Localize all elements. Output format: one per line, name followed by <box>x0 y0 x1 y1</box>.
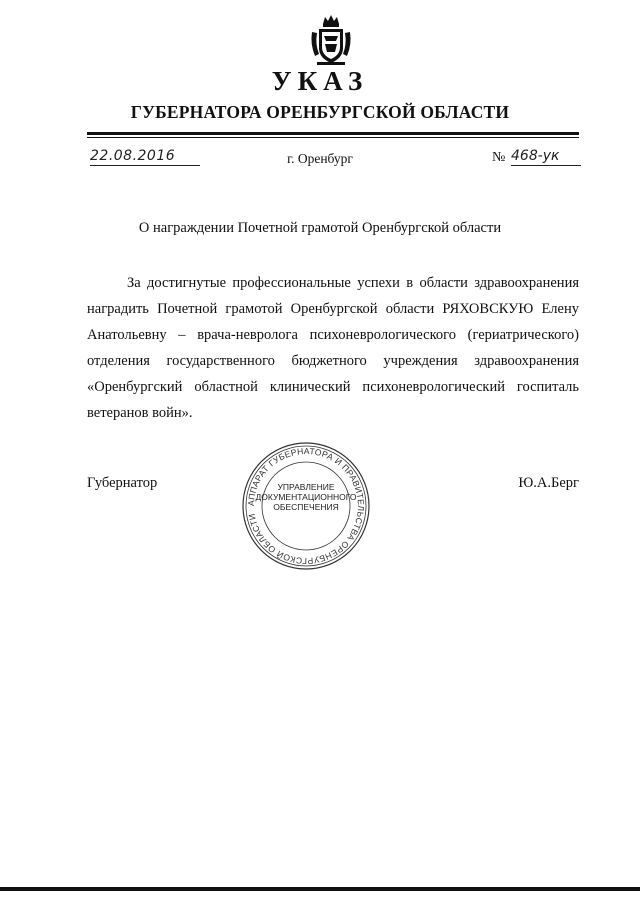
stamp-center-line: УПРАВЛЕНИЕ <box>277 482 335 492</box>
stamp-center-line: ДОКУМЕНТАЦИОННОГО <box>255 492 357 502</box>
issuer-subtitle: ГУБЕРНАТОРА ОРЕНБУРГСКОЙ ОБЛАСТИ <box>130 102 510 122</box>
signatory-title: Губернатор <box>87 475 158 491</box>
stamp-ring-text: АППАРАТ ГУБЕРНАТОРА И ПРАВИТЕЛЬСТВА ОРЕНБУРГСКОЙ ОБЛАСТИ <box>245 445 367 567</box>
document-date: 22.08.2016 <box>90 148 200 166</box>
document-number: 468-ук <box>511 148 581 166</box>
document-heading: О награждении Почетной грамотой Оренбургской области <box>138 220 502 236</box>
document-type-title: УКАЗ <box>271 66 369 96</box>
number-sign: № <box>492 150 506 165</box>
stamp-center-line: ОБЕСПЕЧЕНИЯ <box>273 502 339 512</box>
coat-of-arms-emblem <box>309 14 353 66</box>
document-city: г. Оренбург <box>287 151 353 166</box>
header-divider-thin <box>87 137 579 138</box>
header-divider-thick <box>87 132 579 135</box>
document-body: За достигнутые профессиональные успехи в области здравоохранения наградить Почетной грамотой Оренбургской области РЯХОВСКУЮ Елену Анатольевну – врача-невролога психоневрологического (гериатрического) отделения государственного бюджетного учреждения здравоохранения «Оренбургский областной клинический психоневрологический госпиталь ветеранов войн». <box>87 275 579 421</box>
bottom-scan-edge <box>0 887 640 891</box>
signatory-name: Ю.А.Берг <box>518 475 579 491</box>
stamp-center-text <box>240 482 372 512</box>
